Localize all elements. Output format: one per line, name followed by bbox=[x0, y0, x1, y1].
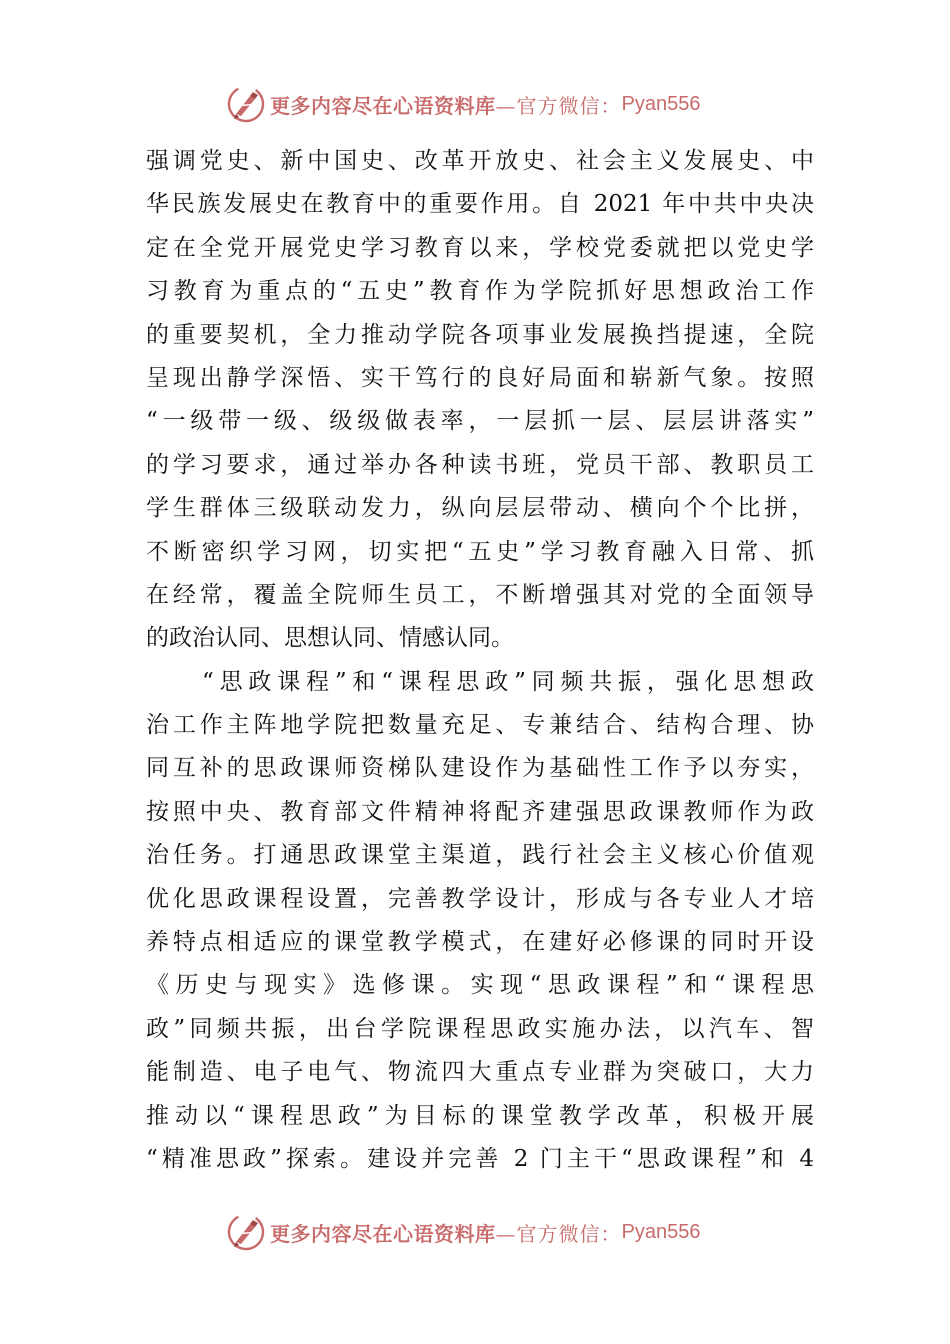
pen-logo-icon bbox=[226, 1212, 266, 1252]
paragraph-line: 学生群体三级联动发力，纵向层层带动、横向个个比拼， bbox=[146, 495, 814, 522]
header-watermark-wechat-id: Pyan556 bbox=[621, 92, 701, 115]
footer-watermark-wechat-id: Pyan556 bbox=[621, 1220, 701, 1243]
paragraph-line: 不断密织学习网，切实把“五史”学习教育融入日常、抓 bbox=[146, 538, 814, 565]
paragraph-line: 优化思政课程设置，完善教学设计，形成与各专业人才培 bbox=[146, 885, 814, 912]
header-watermark bbox=[226, 84, 700, 124]
paragraph-line: “思政课程”和“课程思政”同频共振，强化思想政 bbox=[202, 668, 814, 695]
paragraph-line: 在经常，覆盖全院师生员工，不断增强其对党的全面领导 bbox=[146, 581, 814, 608]
body-text bbox=[146, 140, 814, 1181]
paragraph-1 bbox=[146, 140, 814, 661]
paragraph-line: 的政治认同、思想认同、情感认同。 bbox=[146, 625, 514, 652]
pen-logo-icon bbox=[226, 84, 266, 124]
paragraph-line: “一级带一级、级级做表率，一层抓一层、层层讲落实” bbox=[146, 408, 814, 435]
footer-watermark bbox=[226, 1212, 700, 1252]
paragraph-line: 的学习要求，通过举办各种读书班，党员干部、教职员工 bbox=[146, 451, 814, 478]
paragraph-line: 推动以“课程思政”为目标的课堂教学改革，积极开展 bbox=[146, 1102, 814, 1129]
footer-watermark-separator: —官方微信： bbox=[495, 1221, 622, 1246]
paragraph-line: 按照中央、教育部文件精神将配齐建强思政课教师作为政 bbox=[146, 798, 814, 825]
paragraph-line: “精准思政”探索。建设并完善 2 门主干“思政课程”和 4 bbox=[146, 1145, 814, 1172]
paragraph-line: 治任务。打通思政课堂主渠道，践行社会主义核心价值观 bbox=[146, 842, 814, 869]
header-watermark-separator: —官方微信： bbox=[495, 93, 622, 118]
paragraph-line: 习教育为重点的“五史”教育作为学院抓好思想政治工作 bbox=[146, 278, 814, 305]
paragraph-line: 定在全党开展党史学习教育以来，学校党委就把以党史学 bbox=[146, 234, 814, 261]
paragraph-line: 华民族发展史在教育中的重要作用。自 2021 年中共中央决 bbox=[146, 191, 814, 218]
paragraph-line: 政”同频共振，出台学院课程思政实施办法，以汽车、智 bbox=[146, 1015, 814, 1042]
paragraph-line: 《历史与现实》选修课。实现“思政课程”和“课程思 bbox=[146, 972, 814, 999]
header-watermark-text: 更多内容尽在心语资料库 bbox=[270, 93, 496, 118]
paragraph-2 bbox=[146, 661, 814, 1182]
paragraph-line: 治工作主阵地学院把数量充足、专兼结合、结构合理、协 bbox=[146, 712, 814, 739]
paragraph-line: 养特点相适应的课堂教学模式，在建好必修课的同时开设 bbox=[146, 929, 814, 956]
paragraph-line: 能制造、电子电气、物流四大重点专业群为突破口，大力 bbox=[146, 1059, 814, 1086]
paragraph-line: 同互补的思政课师资梯队建设作为基础性工作予以夯实， bbox=[146, 755, 814, 782]
footer-watermark-text: 更多内容尽在心语资料库 bbox=[270, 1221, 496, 1246]
paragraph-line: 呈现出静学深悟、实干笃行的良好局面和崭新气象。按照 bbox=[146, 364, 814, 391]
paragraph-line: 的重要契机，全力推动学院各项事业发展换挡提速，全院 bbox=[146, 321, 814, 348]
paragraph-line: 强调党史、新中国史、改革开放史、社会主义发展史、中 bbox=[146, 148, 814, 174]
